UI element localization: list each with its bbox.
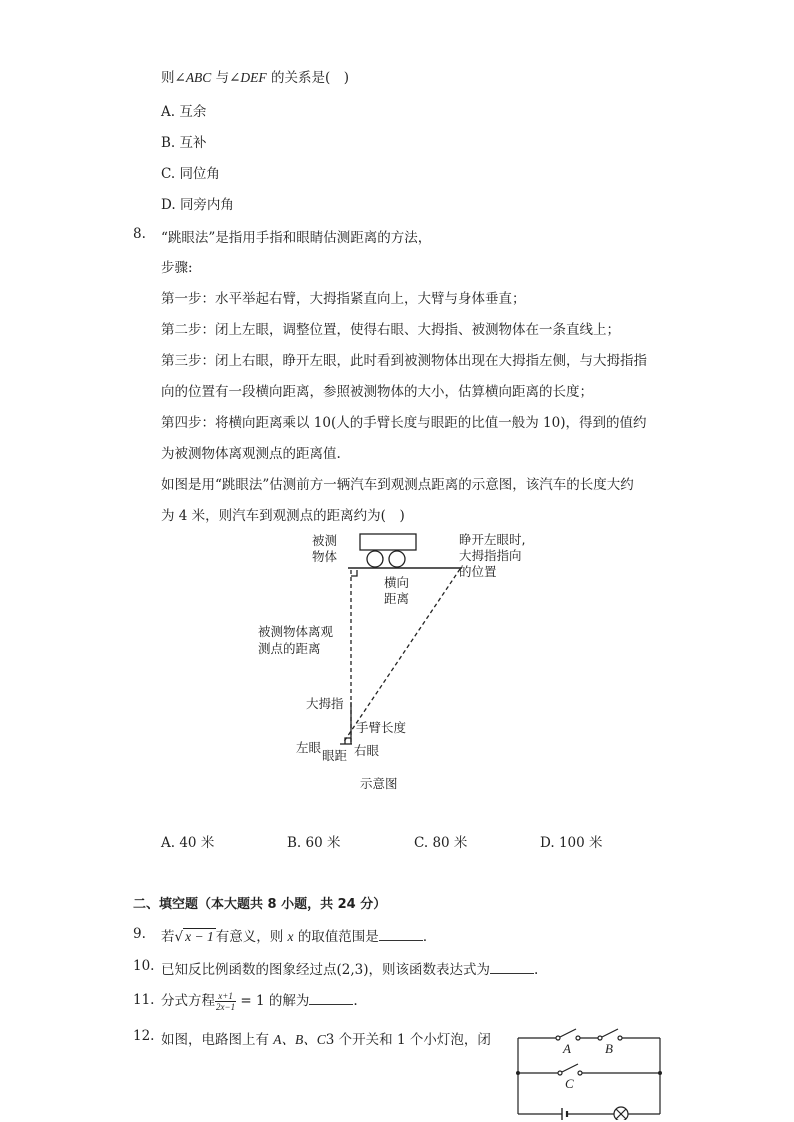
q7-option-d[interactable]: D. 同旁内角 — [161, 197, 234, 213]
jump-eye-diagram — [250, 528, 540, 800]
q8-option-a[interactable]: A. 40 米 — [161, 835, 215, 851]
battery-icon — [562, 1108, 567, 1120]
label-right-eye: 右眼 — [354, 743, 380, 758]
label-switch-b: B — [605, 1041, 613, 1056]
switch-c — [558, 1064, 582, 1075]
label-open-eye-3: 的位置 — [459, 564, 497, 579]
label-left-eye: 左眼 — [296, 740, 322, 755]
label-arm: 手臂长度 — [356, 720, 407, 735]
q8-steps-title: 步骤: — [161, 260, 193, 276]
fraction: $\frac{x+1}{2x-1}$ — [216, 991, 236, 1012]
q9-stem: 若√ x − 1 有意义，则 x 的取值范围是 ． — [161, 929, 437, 945]
q12-number: 12. — [133, 1028, 155, 1044]
car-wheel-right — [389, 551, 405, 567]
car-body — [360, 534, 416, 550]
label-thumb: 大拇指 — [306, 696, 344, 711]
q10-answer-blank[interactable] — [490, 961, 534, 974]
q8-step1: 第一步：水平举起右臂，大拇指紧直向上，大臂与身体垂直； — [161, 291, 526, 307]
q10-number: 10. — [133, 958, 155, 974]
label-distance-1: 被测物体离观 — [258, 624, 334, 639]
sqrt-expression: √ x − 1 — [174, 929, 214, 945]
label-eye-distance: 眼距 — [322, 748, 348, 763]
q8-question-line1: 如图是用“跳眼法”估测前方一辆汽车到观测点距离的示意图，该汽车的长度大约 — [161, 477, 634, 493]
label-switch-a: A — [563, 1041, 571, 1056]
q11-stem: 分式方程 $\frac{x+1}{2x-1}$ = 1 的解为 . — [161, 991, 358, 1012]
label-open-eye-2: 大拇指指向 — [459, 548, 522, 563]
q8-step4-line2: 为被测物体离观测点的距离值. — [161, 446, 341, 462]
q10-stem: 已知反比例函数的图象经过点(2,3)，则该函数表达式为 . — [161, 962, 539, 978]
q8-option-d[interactable]: D. 100 米 — [540, 835, 603, 851]
q8-intro: “跳眼法”是指用手指和眼睛估测距离的方法， — [161, 230, 432, 246]
switch-b — [598, 1029, 622, 1040]
q9-number: 9. — [133, 926, 146, 942]
q7-option-c[interactable]: C. 同位角 — [161, 166, 220, 182]
figure-caption: 示意图 — [360, 776, 398, 791]
car-wheel-left — [367, 551, 383, 567]
label-open-eye-1: 睁开左眼时, — [459, 532, 526, 547]
q8-step2: 第二步：闭上左眼，调整位置，使得右眼、大拇指、被测物体在一条直线上； — [161, 322, 620, 338]
q8-number: 8. — [133, 226, 146, 242]
q12-stem: 如图，电路图上有 A、B、C3 个开关和 1 个小灯泡，闭 — [161, 1032, 491, 1048]
q8-step3-line1: 第三步：闭上右眼，睁开左眼，此时看到被测物体出现在大拇指左侧，与大拇指指 — [161, 353, 647, 369]
q7-option-a[interactable]: A. 互余 — [161, 104, 207, 120]
circuit-diagram — [510, 1020, 670, 1120]
label-distance-2: 测点的距离 — [258, 641, 321, 656]
switch-a — [556, 1029, 580, 1040]
q8-step4-line1: 第四步：将横向距离乘以 10(人的手臂长度与眼距的比值一般为 10)，得到的值约 — [161, 415, 647, 431]
label-switch-c: C — [565, 1076, 574, 1091]
q8-option-c[interactable]: C. 80 米 — [414, 835, 468, 851]
lamp-icon — [614, 1107, 628, 1120]
q11-number: 11. — [133, 992, 155, 1008]
q8-question-line2: 为 4 米，则汽车到观测点的距离约为( ) — [161, 508, 405, 524]
q7-option-b[interactable]: B. 互补 — [161, 135, 207, 151]
label-lateral-2: 距离 — [384, 591, 410, 606]
q7-stem: 则∠ABC 与∠DEF 的关系是( ) — [161, 70, 349, 86]
q11-answer-blank[interactable] — [309, 992, 353, 1005]
q9-answer-blank[interactable] — [379, 928, 423, 941]
label-object-2: 物体 — [312, 549, 338, 564]
section2-title: 二、填空题（本大题共 8 小题，共 24 分） — [133, 897, 387, 912]
label-object-1: 被测 — [312, 533, 338, 548]
q8-step3-line2: 向的位置有一段横向距离，参照被测物体的大小，估算横向距离的长度； — [161, 384, 593, 400]
q8-option-b[interactable]: B. 60 米 — [287, 835, 341, 851]
label-lateral-1: 横向 — [384, 575, 410, 590]
